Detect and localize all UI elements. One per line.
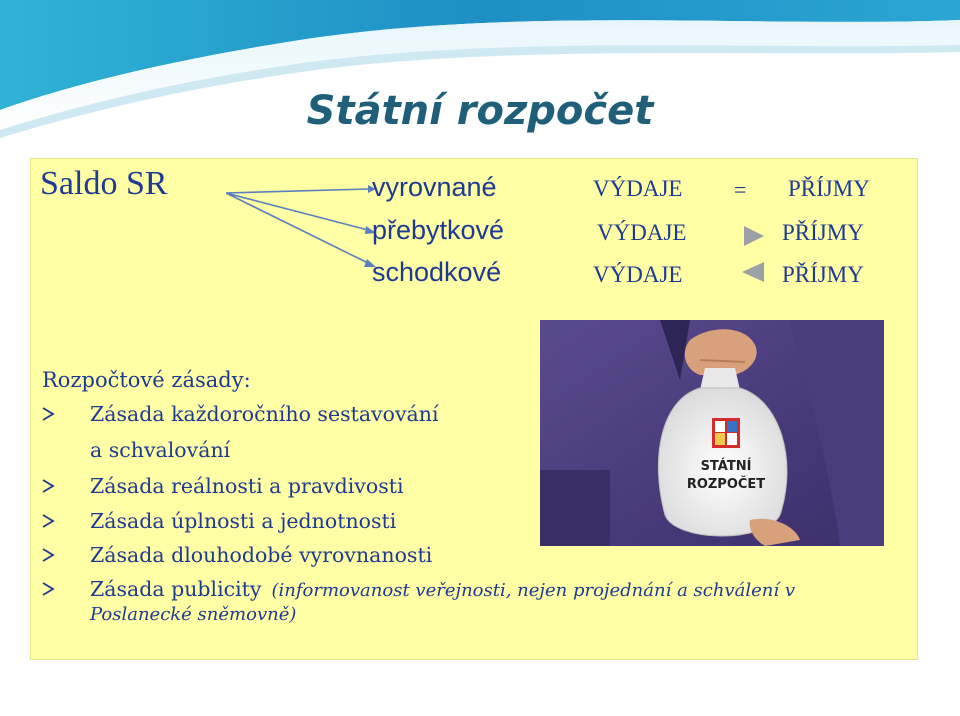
principle-note-continuation: Poslanecké sněmovně) bbox=[90, 604, 297, 625]
expenses-label: VÝDAJE bbox=[593, 262, 683, 287]
saldo-type-surplus: přebytkové bbox=[372, 215, 505, 245]
revenues-label: PŘÍJMY bbox=[788, 176, 870, 201]
chevron-bullet-icon bbox=[40, 547, 56, 563]
chevron-bullet-icon bbox=[40, 406, 56, 422]
saldo-type-balanced: vyrovnané bbox=[372, 172, 497, 202]
bag-label-line1: STÁTNÍ bbox=[700, 459, 752, 474]
saldo-label: Saldo SR bbox=[40, 165, 168, 202]
triangle-left-icon bbox=[740, 260, 766, 284]
bag-label-line2: ROZPOČET bbox=[686, 477, 766, 492]
equals-sign: = bbox=[734, 177, 747, 202]
chevron-bullet-icon bbox=[40, 478, 56, 494]
saldo-type-deficit: schodkové bbox=[372, 257, 502, 287]
principle-text: a schvalování bbox=[90, 438, 231, 462]
slide-title: Státní rozpočet bbox=[306, 88, 654, 134]
expenses-label: VÝDAJE bbox=[597, 220, 687, 245]
branch-arrows bbox=[226, 175, 376, 270]
principle-text: Zásada každoročního sestavování bbox=[90, 402, 439, 426]
revenues-label: PŘÍJMY bbox=[782, 220, 864, 245]
principle-text: Zásada úplnosti a jednotnosti bbox=[90, 509, 397, 533]
expenses-label: VÝDAJE bbox=[593, 176, 683, 201]
chevron-bullet-icon bbox=[40, 581, 56, 597]
chevron-bullet-icon bbox=[40, 513, 56, 529]
money-bag-photo bbox=[540, 320, 884, 546]
principles-title: Rozpočtové zásady: bbox=[42, 368, 251, 392]
principle-note: (informovanost veřejnosti, nejen projednání a schválení v bbox=[271, 580, 795, 601]
revenues-label: PŘÍJMY bbox=[782, 262, 864, 287]
triangle-right-icon bbox=[742, 224, 766, 248]
principle-text: Zásada dlouhodobé vyrovnanosti bbox=[90, 543, 433, 567]
principle-text: Zásada reálnosti a pravdivosti bbox=[90, 474, 404, 498]
principle-text: Zásada publicity bbox=[90, 577, 262, 601]
